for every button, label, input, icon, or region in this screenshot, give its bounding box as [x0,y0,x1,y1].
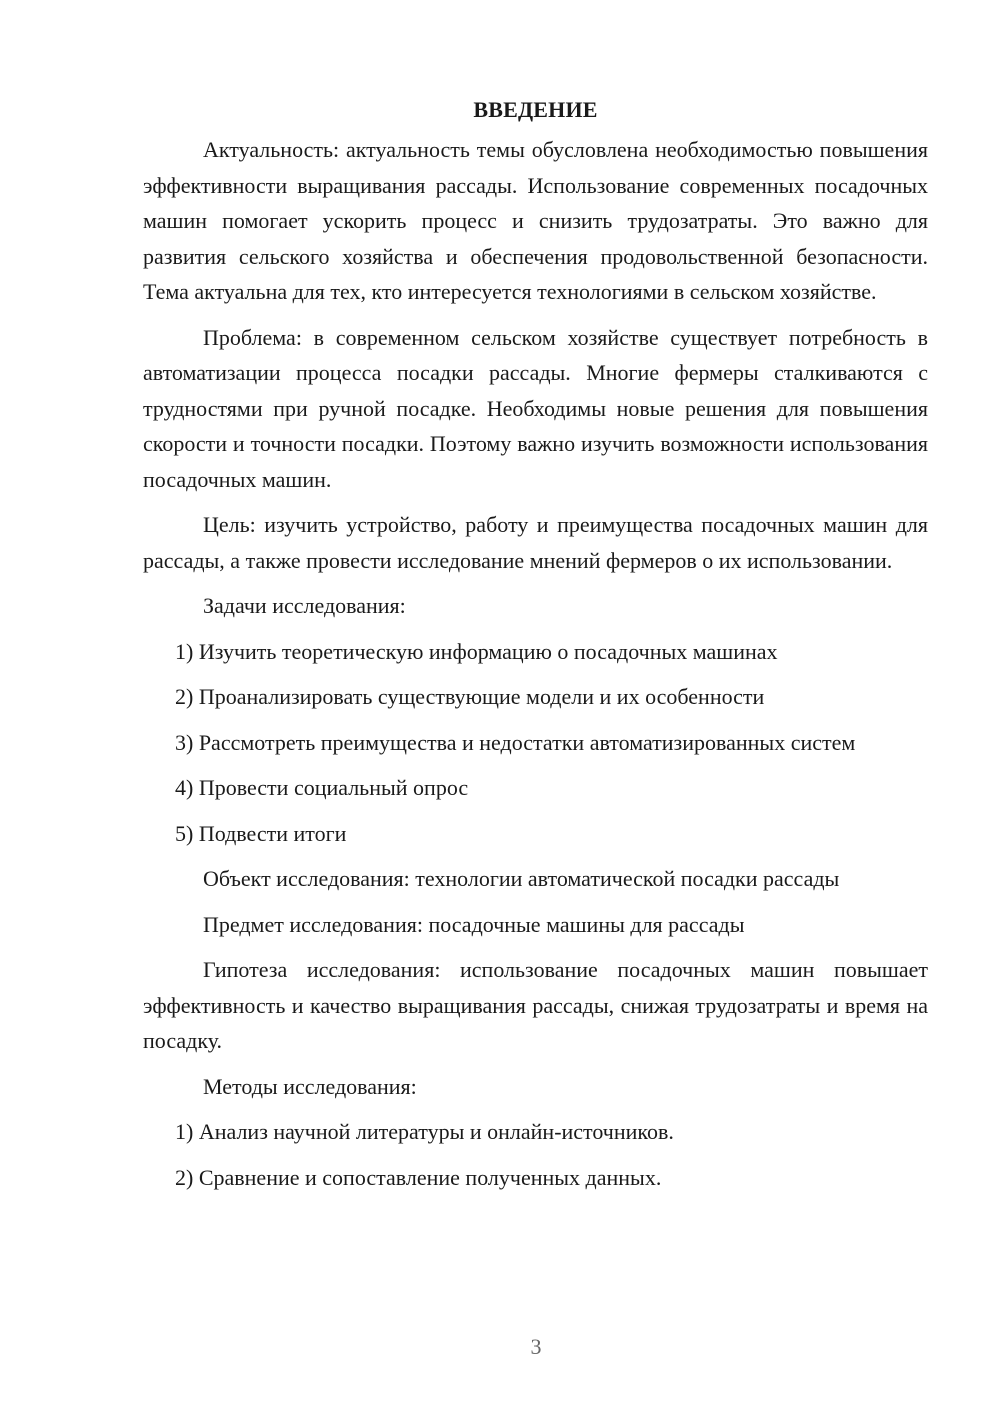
paragraph-goal: Цель: изучить устройство, работу и преимущества посадочных машин для рассады, а также провести исследование мнений фермеров о их использовании. [143,512,928,573]
tasks-heading: Задачи исследования: [203,593,406,618]
task-item-2: 2) Проанализировать существующие модели и их особенности [175,684,765,709]
section-title: ВВЕДЕНИЕ [473,97,598,122]
page-number: 3 [530,1334,542,1359]
paragraph-problem: Проблема: в современном сельском хозяйстве существует потребность в автоматизации процесса посадки рассады. Многие фермеры сталкиваются с трудностями при ручной посадке. Необходимы новые решения для повышения скорости и точности посадки. Поэтому важно изучить возможности использования посадочных машин. [143,324,928,492]
task-item-3: 3) Рассмотреть преимущества и недостатки автоматизированных систем [175,729,856,755]
method-item-2: 2) Сравнение и сопоставление полученных данных. [175,1164,662,1190]
paragraph-hypothesis: Гипотеза исследования: использование посадочных машин повышает эффективность и качество выращивания рассады, снижая трудозатраты и время на посадку. [143,957,928,1053]
document-page [143,92,928,1205]
task-item-1: 1) Изучить теоретическую информацию о посадочных машинах [175,638,778,664]
task-item-4: 4) Провести социальный опрос [175,775,469,800]
method-item-1: 1) Анализ научной литературы и онлайн-источников. [175,1119,674,1144]
paragraph-relevance: Актуальность: актуальность темы обусловлена необходимостью повышения эффективности выращивания рассады. Использование современных посадочных машин помогает ускорить процесс и снизить трудозатраты. Это важно для развития сельского хозяйства и обеспечения продовольственной безопасности. Тема актуальна для тех, кто интересуется технологиями в сельском хозяйстве. [143,137,928,304]
paragraph-subject: Предмет исследования: посадочные машины для рассады [203,911,745,937]
task-item-5: 5) Подвести итоги [175,820,347,846]
paragraph-object: Объект исследования: технологии автоматической посадки рассады [203,866,840,891]
methods-heading: Методы исследования: [203,1073,417,1099]
